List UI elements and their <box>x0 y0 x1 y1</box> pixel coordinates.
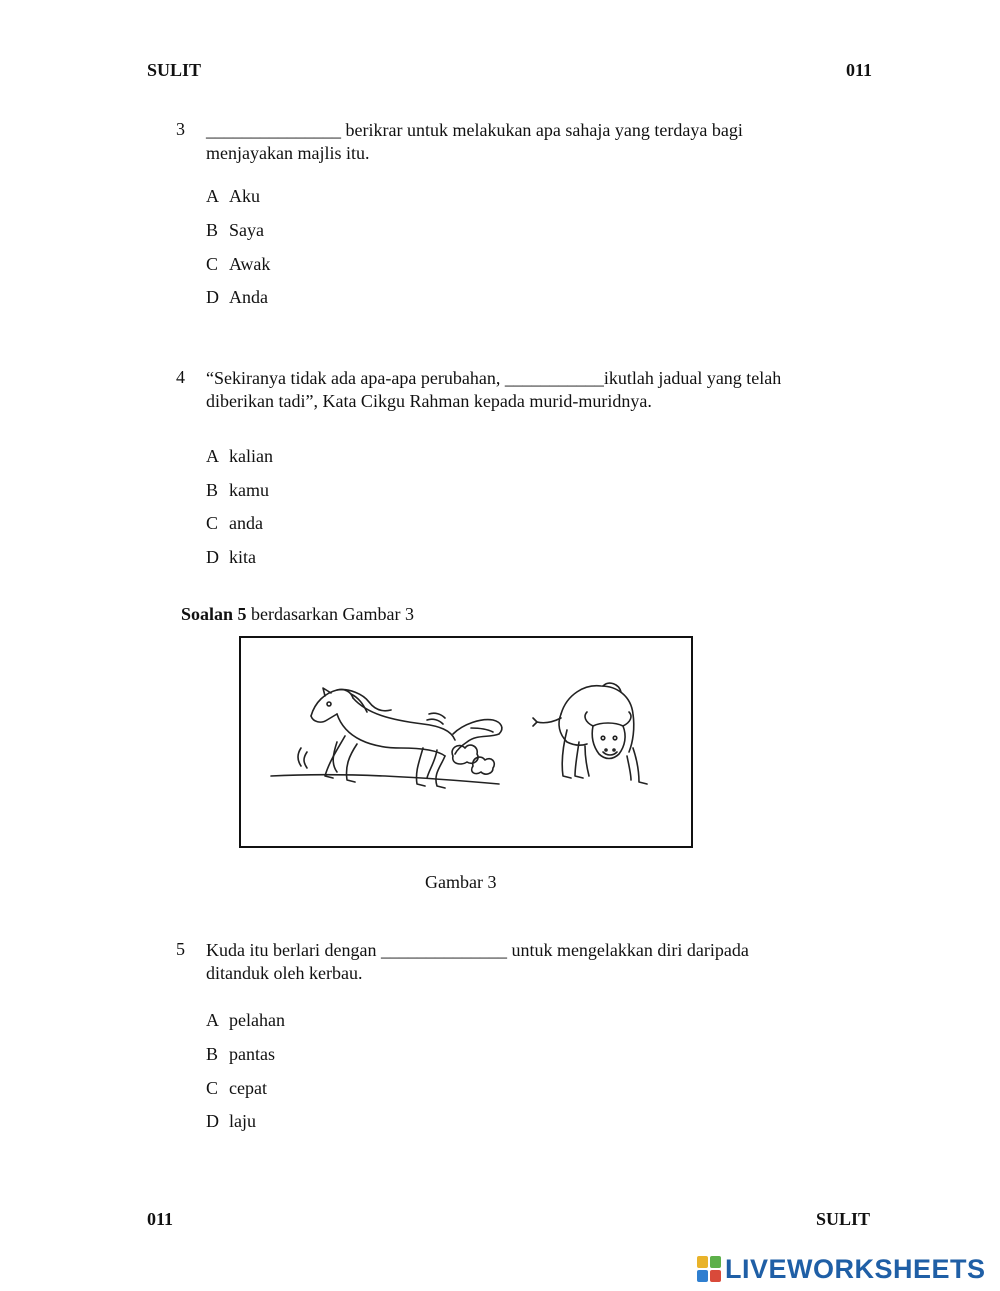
figure-box <box>239 636 693 848</box>
logo-square-1 <box>697 1256 708 1268</box>
question-5-line-2: ditanduk oleh kerbau. <box>206 963 363 983</box>
question-4-option-a[interactable]: A kalian <box>206 446 273 466</box>
question-4-number: 4 <box>176 367 185 387</box>
liveworksheets-wordmark: LIVEWORKSHEETS <box>725 1253 986 1284</box>
question-5-number: 5 <box>176 939 185 959</box>
footer-right: SULIT <box>816 1209 871 1229</box>
question-4-option-b[interactable]: B kamu <box>206 480 269 500</box>
question-3-line-2: menjayakan majlis itu. <box>206 143 370 163</box>
question-5-text <box>206 939 749 985</box>
ground-line-icon <box>271 775 499 784</box>
logo-square-4 <box>710 1270 721 1282</box>
question-4-option-c[interactable]: C anda <box>206 513 263 533</box>
question-5-option-c[interactable]: C cepat <box>206 1078 267 1098</box>
question-3-number: 3 <box>176 119 185 139</box>
question-5-option-b[interactable]: B pantas <box>206 1044 275 1064</box>
question-4-line-2: diberikan tadi”, Kata Cikgu Rahman kepada murid-muridnya. <box>206 391 652 411</box>
logo-square-2 <box>710 1256 721 1268</box>
logo-square-3 <box>697 1270 708 1282</box>
question-3-option-c[interactable]: C Awak <box>206 254 271 274</box>
question-3-line-1: _______________ berikrar untuk melakukan apa sahaja yang terdaya bagi <box>206 120 743 140</box>
liveworksheets-logo-icon <box>697 1256 721 1282</box>
figure-illustration <box>241 638 691 846</box>
stimulus-intro-rest: berdasarkan Gambar 3 <box>246 604 414 624</box>
question-3-text <box>206 119 743 165</box>
question-5-option-d[interactable]: D laju <box>206 1111 256 1131</box>
footer-left: 011 <box>147 1209 174 1229</box>
liveworksheets-brand[interactable] <box>697 1254 986 1284</box>
question-3-option-a[interactable]: A Aku <box>206 186 260 206</box>
header-left: SULIT <box>147 60 202 80</box>
buffalo-icon <box>533 683 647 784</box>
horse-icon <box>298 688 502 788</box>
question-3-option-b[interactable]: B Saya <box>206 220 264 240</box>
figure-caption: Gambar 3 <box>425 872 497 892</box>
question-5-line-1: Kuda itu berlari dengan ______________ untuk mengelakkan diri daripada <box>206 940 749 960</box>
question-5-option-a[interactable]: A pelahan <box>206 1010 285 1030</box>
stimulus-intro <box>181 603 414 626</box>
question-4-text <box>206 367 781 413</box>
header-right: 011 <box>846 60 873 80</box>
question-4-line-1: “Sekiranya tidak ada apa-apa perubahan, ___________ikutlah jadual yang telah <box>206 368 782 388</box>
question-4-option-d[interactable]: D kita <box>206 547 256 567</box>
stimulus-intro-bold: Soalan 5 <box>181 604 247 624</box>
question-3-option-d[interactable]: D Anda <box>206 287 268 307</box>
